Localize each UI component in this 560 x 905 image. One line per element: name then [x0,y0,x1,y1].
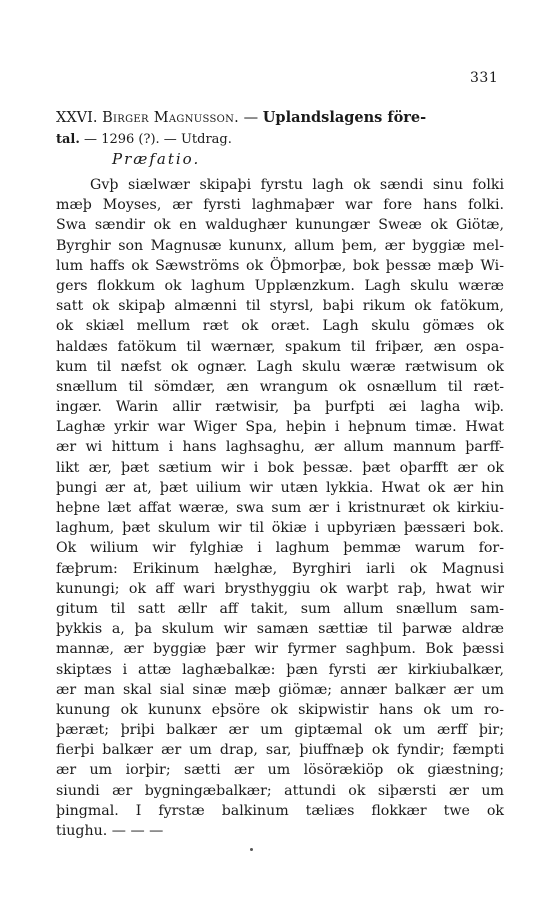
text-line: satt ok skipaþ almænni til styrsl, baþi rikum ok fatökum, [56,298,504,315]
heading-line-2 [56,129,504,151]
text-line: heþne læt affat wæræ, swa sum ær i kristnuræt ok kirkiu- [56,500,504,516]
text-line: ær man skal sial sinæ mæþ giömæ; annær balkær ær um [56,681,504,698]
heading-dash: — [243,110,259,126]
heading-dash: — [163,132,177,147]
body-text [56,175,504,841]
text-line: kum til næfst ok ognær. Lagh skulu wæræ rætwisum ok [56,358,504,375]
text-line: þungi ær at, þæt uilium wir utæn lykkia. Hwat ok ær hin [56,479,504,496]
text-line: Byrghir son Magnusæ kununx, allum þem, ær byggiæ mel- [56,237,504,254]
chapter-note: Utdrag. [180,132,232,147]
text-line: mæþ Moyses, ær fyrsti laghmaþær war fore hans folki. [56,197,504,214]
text-line: kunungi; ok aff wari brysthyggiu ok warþt raþ, hwat wir [56,580,504,597]
text-line: ær wi hittum i hans laghsaghu, ær allum mannum þarff- [56,439,504,456]
text-line: likt ær, þæt sætium wir i bok þessæ. þæt oþarfft ær ok [56,459,504,476]
text-line: Gvþ siælwær skipaþi fyrstu lagh ok sændi sinu folki [90,177,504,193]
chapter-author: Birger Magnusson. [102,110,240,126]
text-line: mannæ, ær byggiæ þær wir fyrmer saghþum. Bok þæssi [56,641,504,658]
heading-line-1 [56,107,504,129]
page-number: 331 [470,70,499,86]
text-line: Swa sændir ok en waldughær kunungær Sweæ ok Giötæ, [56,217,504,234]
text-line: haldæs fatökum til wærnær, spakum til friþær, æn ospa- [56,338,504,355]
text-line: ær um iorþir; sætti ær um lösörækiöp ok giæstning; [56,762,504,779]
text-line: kunung ok kununx eþsöre ok skipwistir hans ok um ro- [56,701,504,718]
chapter-subject: Uplandslagens före- [262,109,427,126]
text-line: siundi ær bygningæbalkær; attundi ok siþærsti ær um [56,782,504,799]
text-line: Ok wilium wir fylghiæ i laghum þemmæ warum for- [56,540,504,557]
text-line: snællum til sömdær, æn wrangum ok osnællum til ræt- [56,378,504,395]
chapter-date: 1296 (?). [101,132,160,147]
text-line: ok skiæl mellum ræt ok oræt. Lagh skulu gömæs ok [56,318,504,335]
text-line: þæræt; þriþi balkær ær um giptæmal ok um ærff þir; [56,722,504,739]
text-line: þykkis a, þa skulum wir samæn sættiæ til þarwæ aldræ [56,621,504,638]
chapter-number: XXVI. [56,110,98,126]
heading-dash: — [84,132,98,147]
text-line: lum haffs ok Sæwströms ok Öþmorþæ, bok þessæ mæþ Wi- [56,257,504,274]
text-line: Laghæ yrkir war Wiger Spa, heþin i heþnum timæ. Hwat [56,419,504,436]
text-line: gitum til satt ællr aff takit, sum allum snællum sam- [56,600,504,617]
text-line: fæþrum: Erikinum hælghæ, Byrghiri iarli ok Magnusi [56,560,504,577]
section-subtitle: Præfatio. [112,150,201,168]
text-line: fierþi balkær ær um drap, sar, þiuffnæþ ok fyndir; fæmpti [56,742,504,759]
text-line: ingær. Warin allir rætwisir, þa þurfpti æi lagha wiþ. [56,399,504,416]
chapter-subject-end: tal. [56,132,80,147]
text-line: gers flokkum ok laghum Upplænzkum. Lagh skulu wæræ [56,277,504,294]
chapter-heading [56,107,504,151]
text-line: skiptæs i attæ laghæbalkæ: þæn fyrsti ær kirkiubalkær, [56,661,504,678]
text-line: laghum, þæt skulum wir til ökiæ i upbyriæn þæssæri bok. [56,520,504,537]
text-line: þingmal. I fyrstæ balkinum tæliæs flokkær twe ok [56,802,504,819]
text-line: tiughu. — — — [56,823,164,839]
ink-mark [250,848,253,851]
